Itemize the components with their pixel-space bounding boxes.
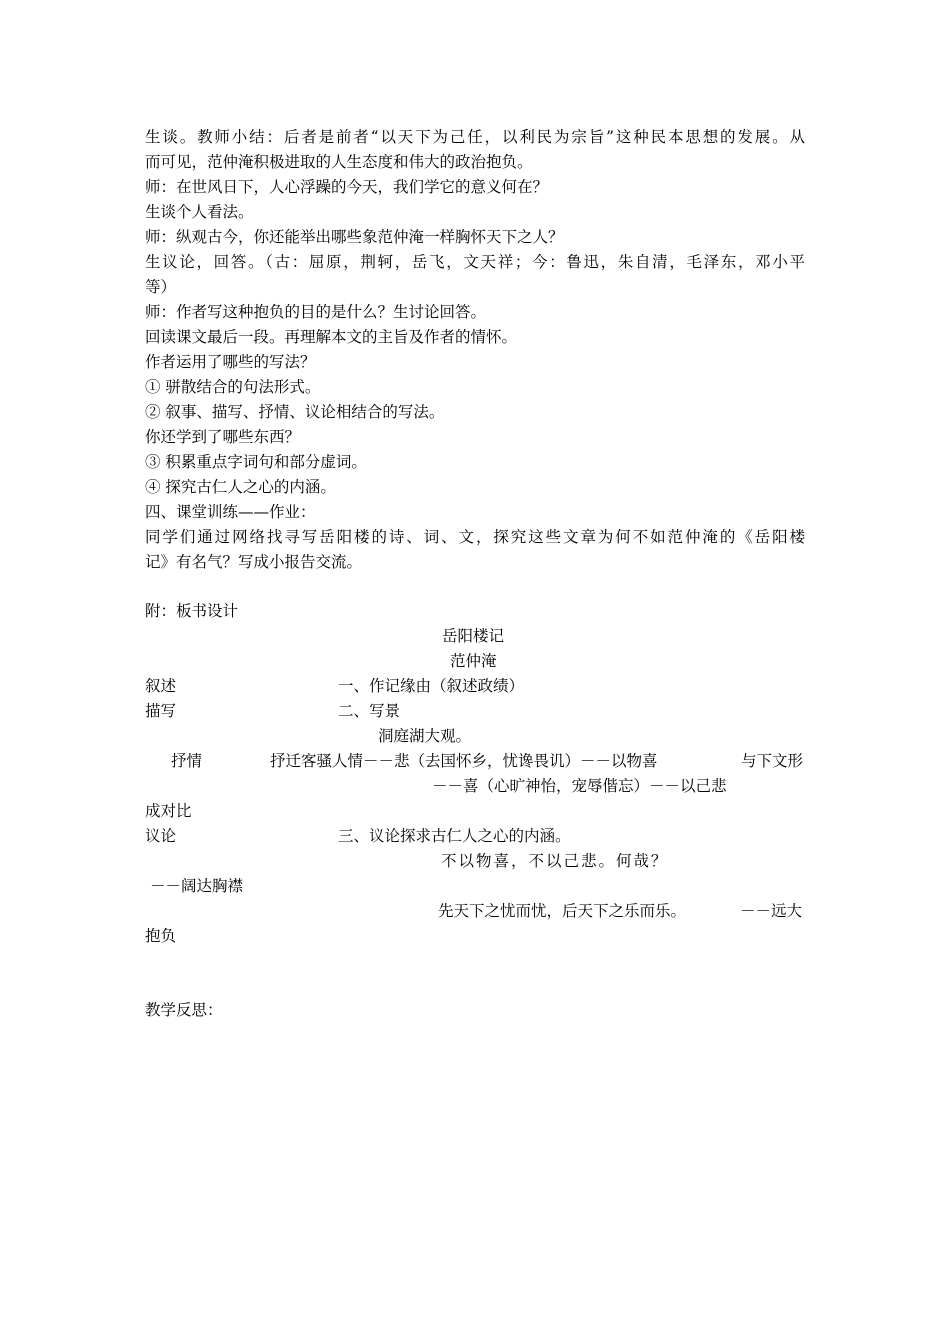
board-heading: 附：板书设计 bbox=[145, 602, 239, 620]
board-text: 一、作记缘由（叙述政绩） bbox=[338, 677, 525, 695]
board-text: 抒迁客骚人情－－悲（去国怀乡，忧谗畏讥）－－以物喜 bbox=[270, 752, 658, 770]
paragraph-line: 等） bbox=[145, 278, 177, 296]
board-text: 与下文形 bbox=[741, 752, 804, 770]
board-text: －－阔达胸襟 bbox=[150, 877, 244, 895]
board-label: 叙述 bbox=[145, 677, 177, 695]
paragraph-line: 回读课文最后一段。再理解本文的主旨及作者的情怀。 bbox=[145, 328, 518, 346]
board-text: 不以物喜，不以己悲。何哉？ bbox=[441, 852, 669, 870]
paragraph-line: 生议论，回答。（古：屈原，荆轲，岳飞，文天祥；今：鲁迅，朱自清，毛泽东，邓小平 bbox=[145, 253, 805, 271]
board-label: 议论 bbox=[145, 827, 177, 845]
paragraph-line: 作者运用了哪些的写法？ bbox=[145, 353, 316, 371]
paragraph-line: 生谈。教师小结：后者是前者“以天下为己任，以利民为宗旨”这种民本思想的发展。从 bbox=[145, 128, 805, 146]
board-text: 二、写景 bbox=[338, 702, 401, 720]
paragraph-line: 师：在世风日下，人心浮躁的今天，我们学它的意义何在？ bbox=[145, 178, 549, 196]
list-item: ② 叙事、描写、抒情、议论相结合的写法。 bbox=[145, 403, 445, 421]
board-text: 抱负 bbox=[145, 927, 177, 945]
section-heading: 四、课堂训练——作业： bbox=[145, 503, 316, 521]
list-item: ③ 积累重点字词句和部分虚词。 bbox=[145, 453, 367, 471]
list-item: ① 骈散结合的句法形式。 bbox=[145, 378, 321, 396]
paragraph-line: 同学们通过网络找寻写岳阳楼的诗、词、文，探究这些文章为何不如范仲淹的《岳阳楼 bbox=[145, 528, 805, 546]
board-text: 先天下之忧而忧，后天下之乐而乐。 bbox=[438, 902, 687, 920]
board-text: 三、议论探求古仁人之心的内涵。 bbox=[338, 827, 571, 845]
list-item: ④ 探究古仁人之心的内涵。 bbox=[145, 478, 336, 496]
board-text: 洞庭湖大观。 bbox=[378, 727, 472, 745]
reflection-heading: 教学反思： bbox=[145, 1001, 223, 1019]
board-label: 描写 bbox=[145, 702, 177, 720]
paragraph-line: 你还学到了哪些东西？ bbox=[145, 428, 301, 446]
board-text: 成对比 bbox=[145, 802, 192, 820]
paragraph-line: 师：纵观古今，你还能举出哪些象范仲淹一样胸怀天下之人？ bbox=[145, 228, 564, 246]
paragraph-line: 而可见，范仲淹积极进取的人生态度和伟大的政治抱负。 bbox=[145, 153, 533, 171]
paragraph-line: 记》有名气？写成小报告交流。 bbox=[145, 553, 363, 571]
board-title: 岳阳楼记 bbox=[442, 627, 505, 645]
paragraph-line: 师：作者写这种抱负的目的是什么？生讨论回答。 bbox=[145, 303, 487, 321]
board-text: －－远大 bbox=[740, 902, 803, 920]
board-text: －－喜（心旷神怡，宠辱偕忘）－－以己悲 bbox=[432, 777, 727, 795]
board-author: 范仲淹 bbox=[450, 652, 497, 670]
paragraph-line: 生谈个人看法。 bbox=[145, 203, 254, 221]
board-label: 抒情 bbox=[171, 752, 203, 770]
